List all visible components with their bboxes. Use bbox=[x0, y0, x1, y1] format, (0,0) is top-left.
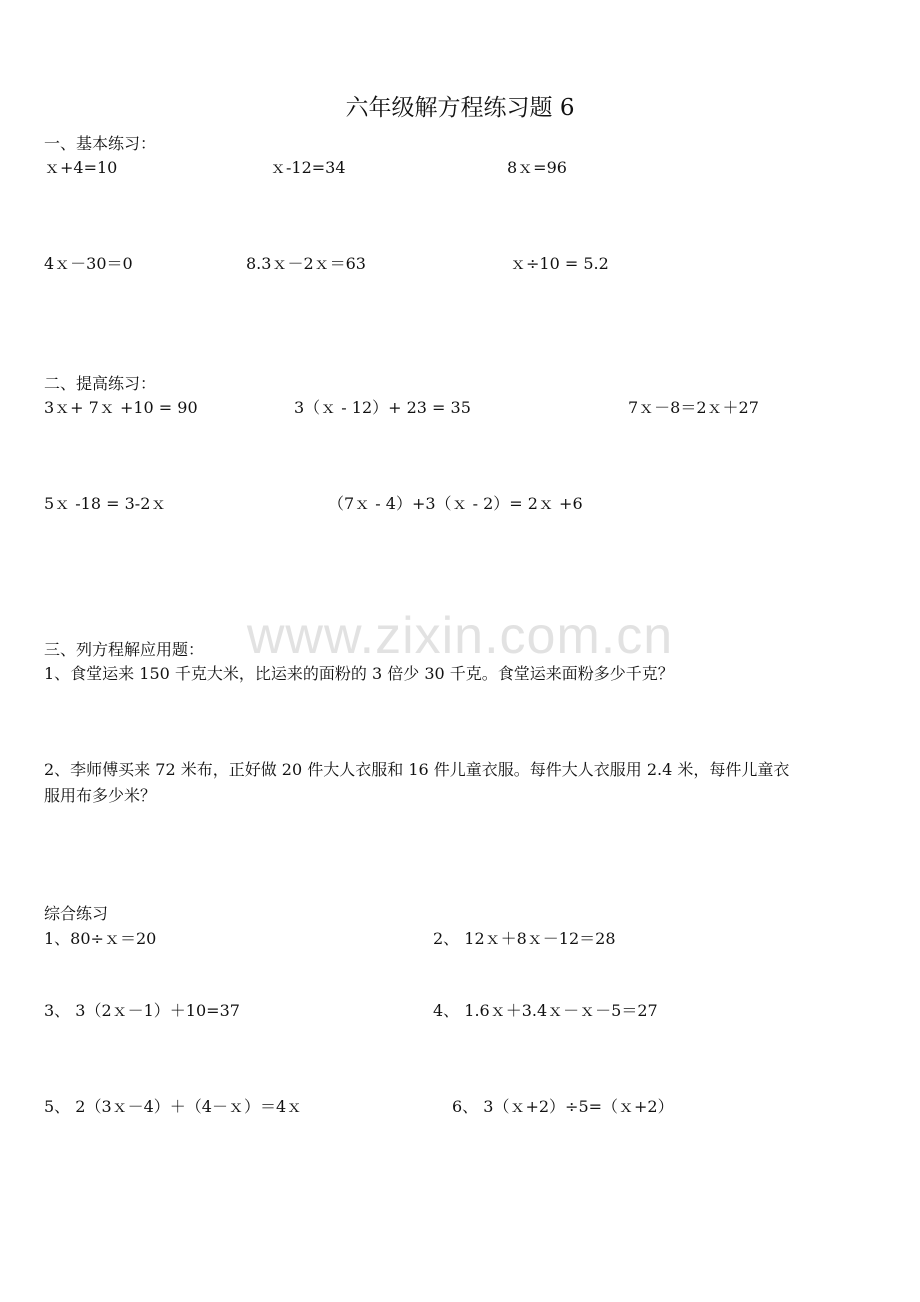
page-title: 六年级解方程练习题 6 bbox=[345, 95, 575, 121]
watermark: www.zixin.com.cn bbox=[246, 607, 674, 665]
equation: ｘ+4=10 bbox=[44, 158, 118, 177]
section2-heading: 二、提高练习： bbox=[44, 374, 157, 393]
section1-heading: 一、基本练习： bbox=[44, 134, 157, 153]
equation: ｘ÷10 = 5.2 bbox=[510, 254, 609, 273]
equation: ｘ-12=34 bbox=[270, 158, 346, 177]
equation: 4ｘ－30＝0 bbox=[44, 254, 133, 273]
equation: 8.3ｘ－2ｘ＝63 bbox=[246, 254, 366, 273]
word-problem-1: 1、食堂运来 150 千克大米，比运来的面粉的 3 倍少 30 千克。食堂运来面粉多少千克？ bbox=[44, 664, 674, 683]
equation: 2、 12ｘ＋8ｘ－12＝28 bbox=[433, 929, 616, 948]
equation: 3（ｘ - 12）+ 23 = 35 bbox=[294, 398, 471, 417]
equation: 3、 3（2ｘ－1）＋10=37 bbox=[44, 1001, 240, 1020]
equation: 7ｘ－8＝2ｘ＋27 bbox=[628, 398, 759, 417]
word-problem-2-continued: 服用布多少米？ bbox=[44, 786, 157, 805]
section3-heading: 三、列方程解应用题： bbox=[44, 640, 205, 659]
equation: （7ｘ - 4）+3（ｘ - 2）= 2ｘ +6 bbox=[328, 494, 583, 513]
equation: 5、 2（3ｘ－4）＋（4－ｘ）＝4ｘ bbox=[44, 1097, 303, 1116]
word-problem-2: 2、李师傅买来 72 米布，正好做 20 件大人衣服和 16 件儿童衣服。每件大人衣服用 2.4 米，每件儿童衣 bbox=[44, 760, 790, 779]
equation: 5ｘ -18 = 3-2ｘ bbox=[44, 494, 167, 513]
equation: 6、 3（ｘ+2）÷5=（ｘ+2） bbox=[452, 1097, 674, 1116]
equation: 3ｘ+ 7ｘ +10 = 90 bbox=[44, 398, 198, 417]
equation: 8ｘ=96 bbox=[507, 158, 567, 177]
section4-heading: 综合练习 bbox=[44, 904, 109, 923]
equation: 1、80÷ｘ＝20 bbox=[44, 929, 157, 948]
equation: 4、 1.6ｘ＋3.4ｘ－ｘ－5＝27 bbox=[433, 1001, 658, 1020]
